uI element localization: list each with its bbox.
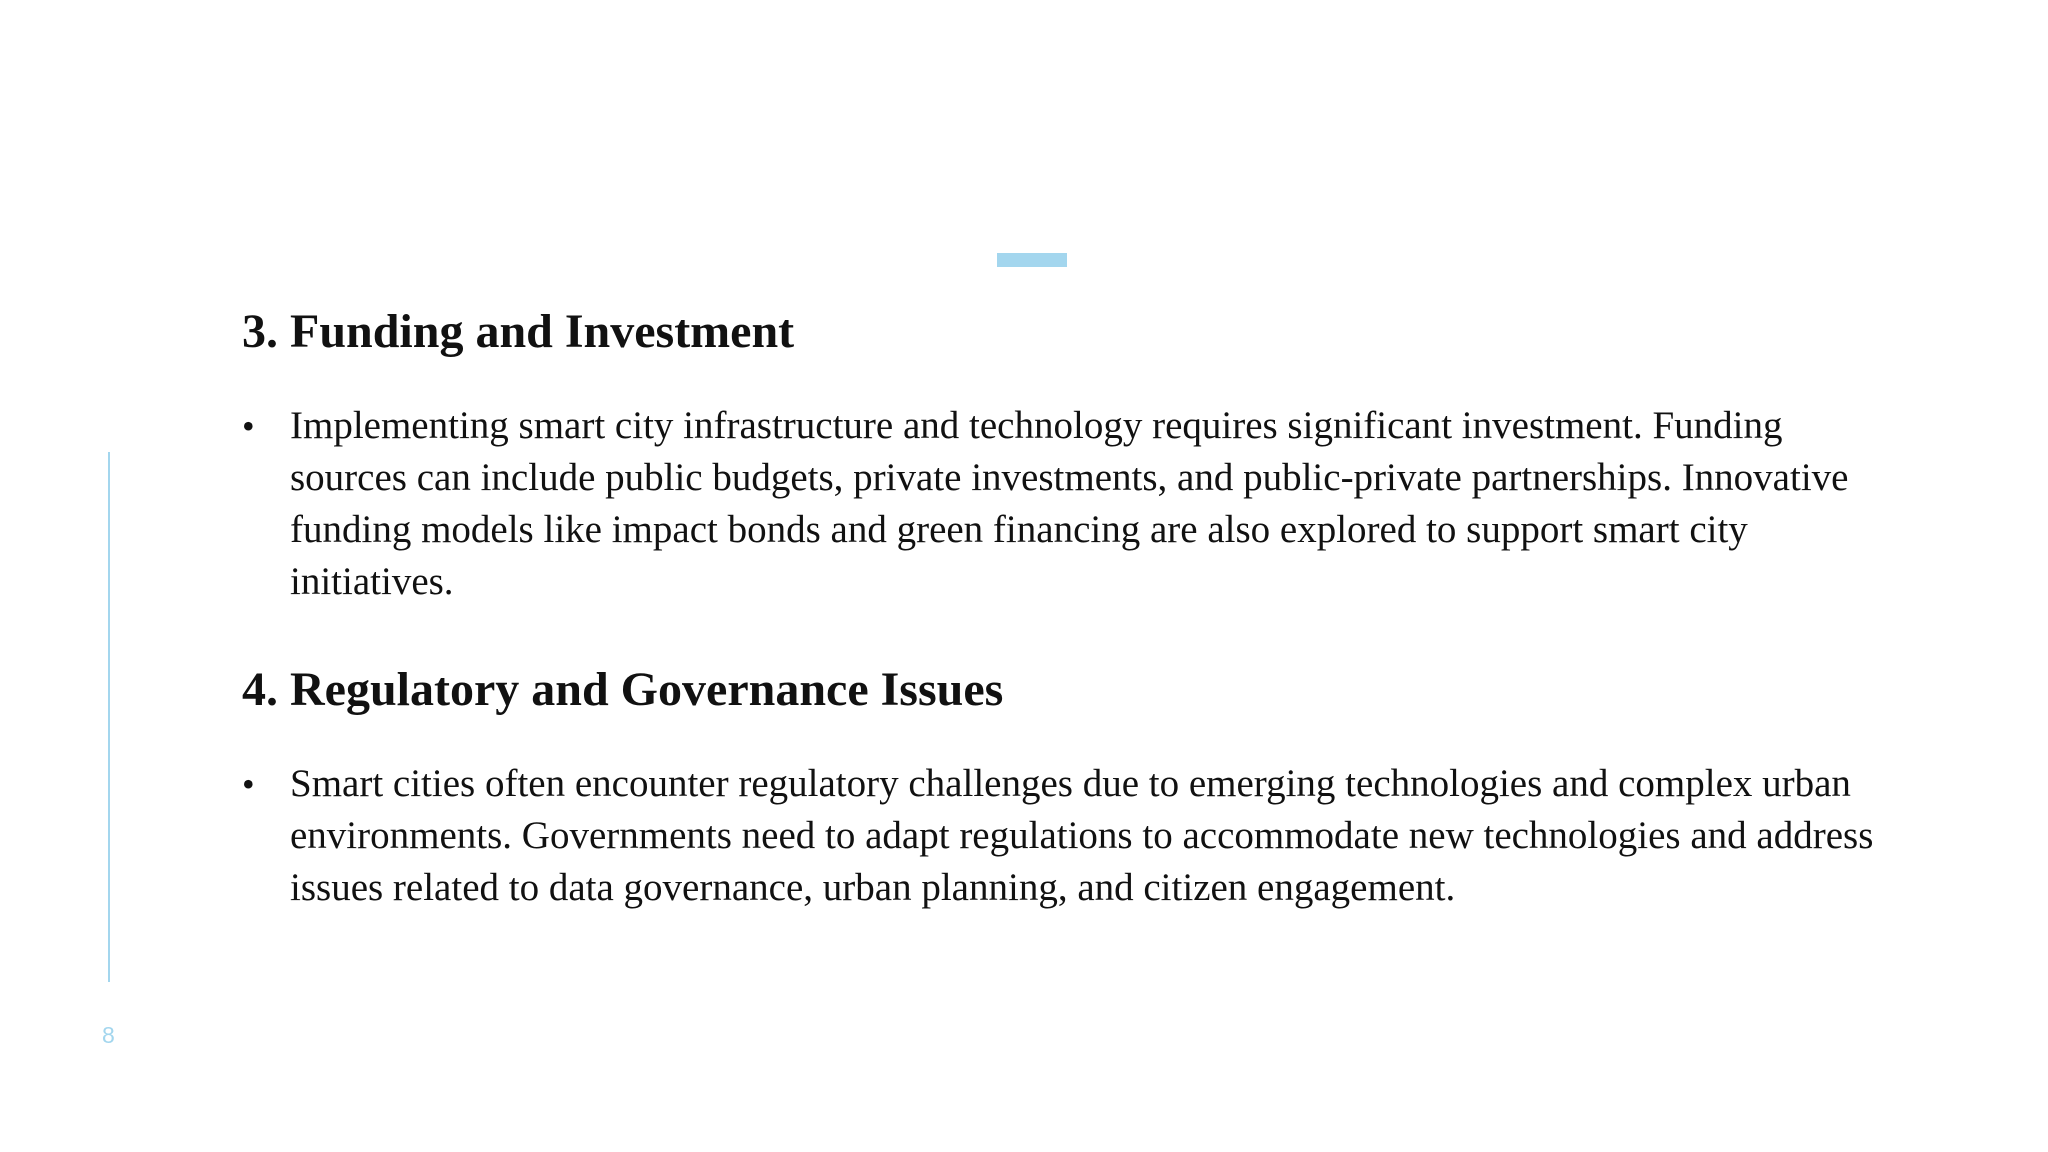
bullet-icon: •: [242, 406, 255, 446]
bullet-text-funding: Implementing smart city infrastructure and technology requires significant investment. Funding sources can include public budgets, private investments, and public-private partnerships. Innovative funding models like impact bonds and green financing are also explored to support smart city initiatives.: [290, 404, 1849, 603]
page-number: 8: [102, 1022, 115, 1048]
slide-content: [242, 300, 1902, 914]
section-heading-regulatory: 4. Regulatory and Governance Issues: [242, 663, 1004, 716]
bullet-item-funding: [242, 400, 1902, 608]
section-heading-funding: 3. Funding and Investment: [242, 305, 795, 358]
bullet-icon: •: [242, 764, 255, 804]
side-accent-line: [108, 452, 110, 982]
bullet-text-regulatory: Smart cities often encounter regulatory challenges due to emerging technologies and complex urban environments. Governments need to adapt regulations to accommodate new technologies and address issues related to data governance, urban planning, and citizen engagement.: [290, 762, 1874, 909]
accent-bar: [997, 253, 1067, 267]
bullet-item-regulatory: [242, 758, 1902, 914]
